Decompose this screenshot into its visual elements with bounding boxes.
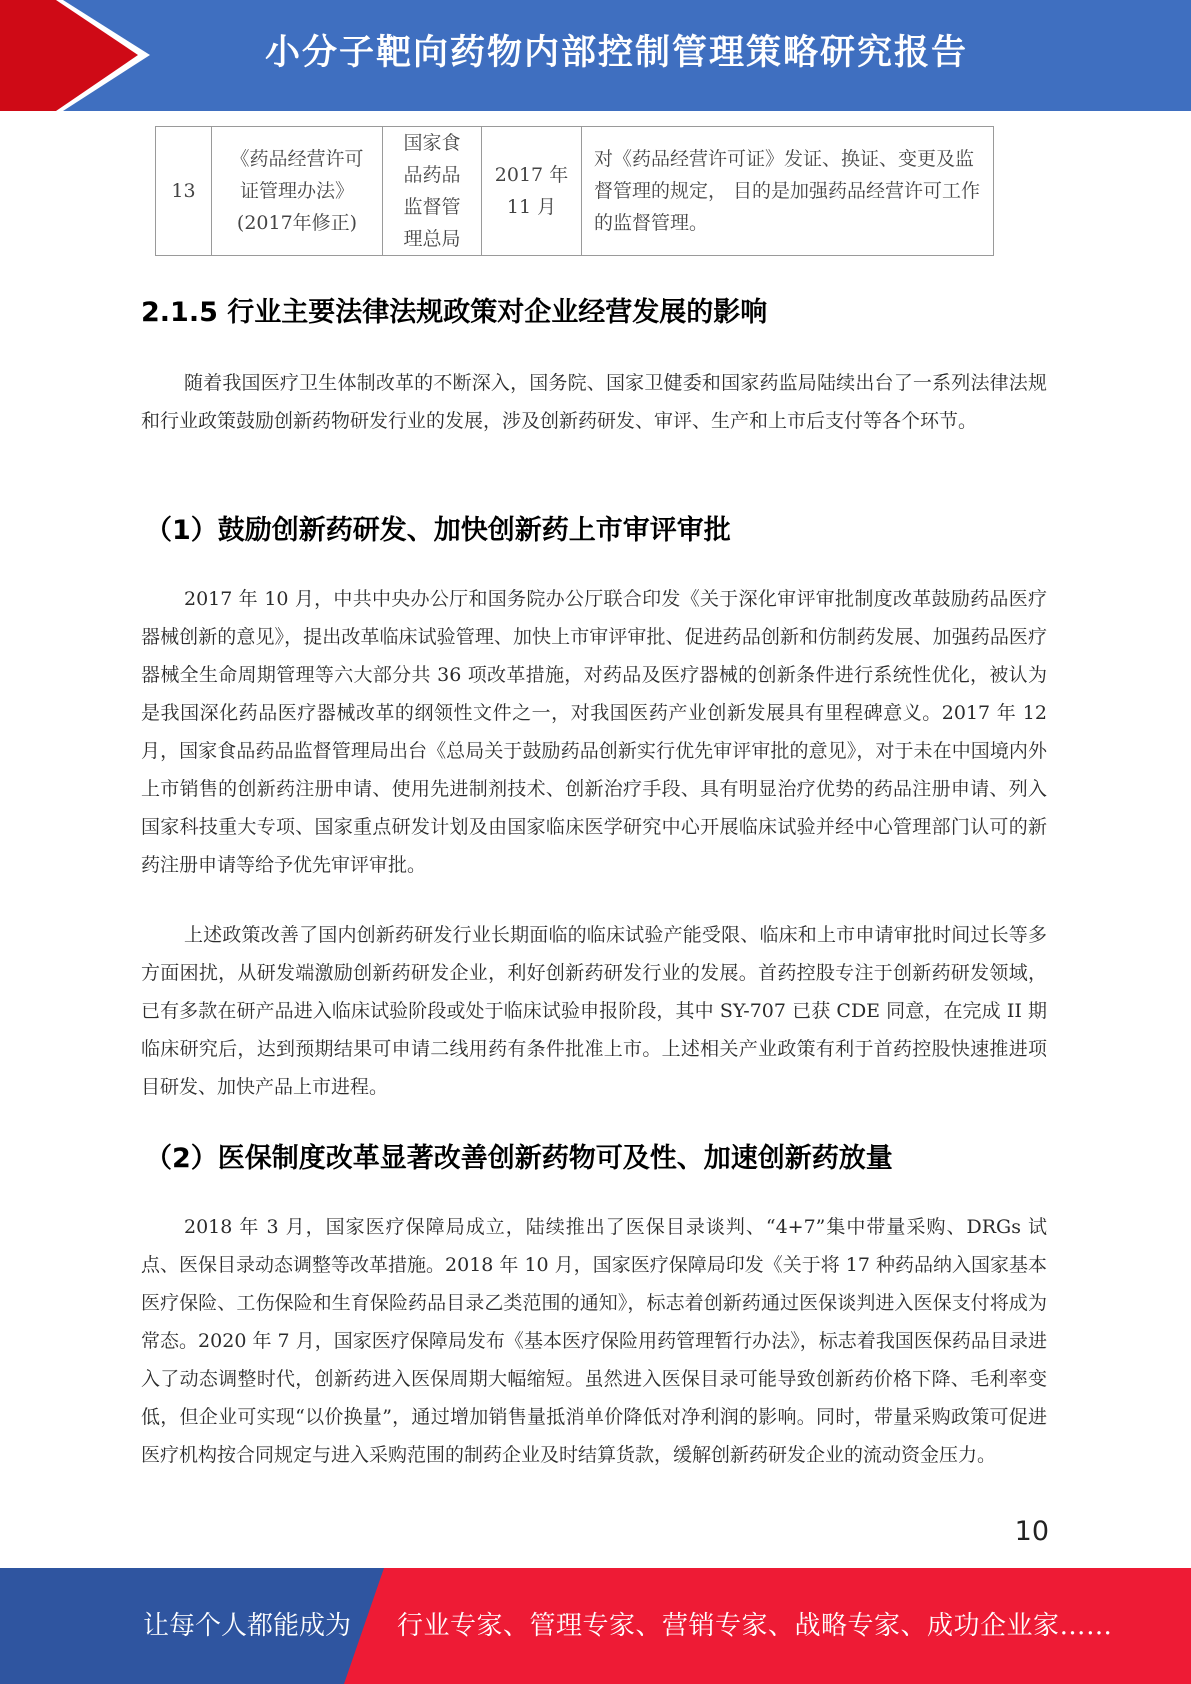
section-heading: 2.1.5 行业主要法律法规政策对企业经营发展的影响	[141, 297, 768, 328]
table-row	[156, 127, 994, 256]
regulation-table	[155, 126, 994, 256]
subsection-heading-1: （1）鼓励创新药研发、加快创新药上市审评审批	[145, 515, 731, 546]
paragraph: 2018 年 3 月，国家医疗保障局成立，陆续推出了医保目录谈判、“4+7”集中带量采购、DRGs 试点、医保目录动态调整等改革措施。2018 年 10 月，国家医疗保障局印发《关于将 17 种药品纳入国家基本医疗保险、工伤保险和生育保险药品目录乙类范围的通知》，标志着创新药通过医保谈判进入医保支付将成为常态。2020 年 7 月，国家医疗保障局发布《基本医疗保险用药管理暂行办法》，标志着我国医保药品目录进入了动态调整时代，创新药进入医保周期大幅缩短。虽然进入医保目录可能导致创新药价格下降、毛利率变低，但企业可实现“以价换量”，通过增加销售量抵消单价降低对净利润的影响。同时，带量采购政策可促进医疗机构按合同规定与进入采购范围的制药企业及时结算货款，缓解创新药研发企业的流动资金压力。	[141, 1216, 1047, 1466]
page-footer	[0, 1568, 1191, 1684]
page-number: 10	[1014, 1516, 1049, 1547]
paragraph: 2017 年 10 月，中共中央办公厅和国务院办公厅联合印发《关于深化审评审批制度改革鼓励药品医疗器械创新的意见》，提出改革临床试验管理、加快上市审评审批、促进药品创新和仿制药发展、加强药品医疗器械全生命周期管理等六大部分共 36 项改革措施，对药品及医疗器械的创新条件进行系统性优化，被认为是我国深化药品医疗器械改革的纲领性文件之一，对我国医药产业创新发展具有里程碑意义。2017 年 12 月，国家食品药品监督管理局出台《总局关于鼓励药品创新实行优先审评审批的意见》，对于未在中国境内外上市销售的创新药注册申请、使用先进制剂技术、创新治疗手段、具有明显治疗优势的药品注册申请、列入国家科技重大专项、国家重点研发计划及由国家临床医学研究中心开展临床试验并经中心管理部门认可的新药注册申请等给予优先审评审批。	[141, 588, 1047, 876]
subsection-heading-2: （2）医保制度改革显著改善创新药物可及性、加速创新药放量	[145, 1143, 893, 1174]
issuer-cell: 国家食品药品监督管理总局	[383, 127, 482, 256]
description-cell: 对《药品经营许可证》发证、换证、变更及监督管理的规定， 目的是加强药品经营许可工作的监督管理。	[582, 127, 994, 256]
page-header	[0, 0, 1191, 111]
date-cell: 2017 年 11 月	[482, 127, 582, 256]
regulation-name-cell: 《药品经营许可证管理办法》(2017年修正)	[212, 127, 383, 256]
intro-paragraph: 随着我国医疗卫生体制改革的不断深入，国务院、国家卫健委和国家药监局陆续出台了一系列法律法规和行业政策鼓励创新药物研发行业的发展，涉及创新药研发、审评、生产和上市后支付等各个环节。	[141, 372, 1047, 432]
paragraph: 上述政策改善了国内创新药研发行业长期面临的临床试验产能受限、临床和上市申请审批时间过长等多方面困扰，从研发端激励创新药研发企业，利好创新药研发行业的发展。首药控股专注于创新药研发领域，已有多款在研产品进入临床试验阶段或处于临床试验申报阶段，其中 SY-707 已获 CDE 同意，在完成 II 期临床研究后，达到预期结果可申请二线用药有条件批准上市。上述相关产业政策有利于首药控股快速推进项目研发、加快产品上市进程。	[141, 924, 1047, 1098]
footer-slogan-left: 让每个人都能成为	[143, 1611, 352, 1641]
row-number-cell: 13	[156, 127, 212, 256]
report-title: 小分子靶向药物内部控制管理策略研究报告	[265, 33, 969, 73]
footer-slogan-right: 行业专家、管理专家、营销专家、战略专家、成功企业家……	[397, 1611, 1113, 1641]
header-chevron-decoration	[0, 0, 150, 111]
